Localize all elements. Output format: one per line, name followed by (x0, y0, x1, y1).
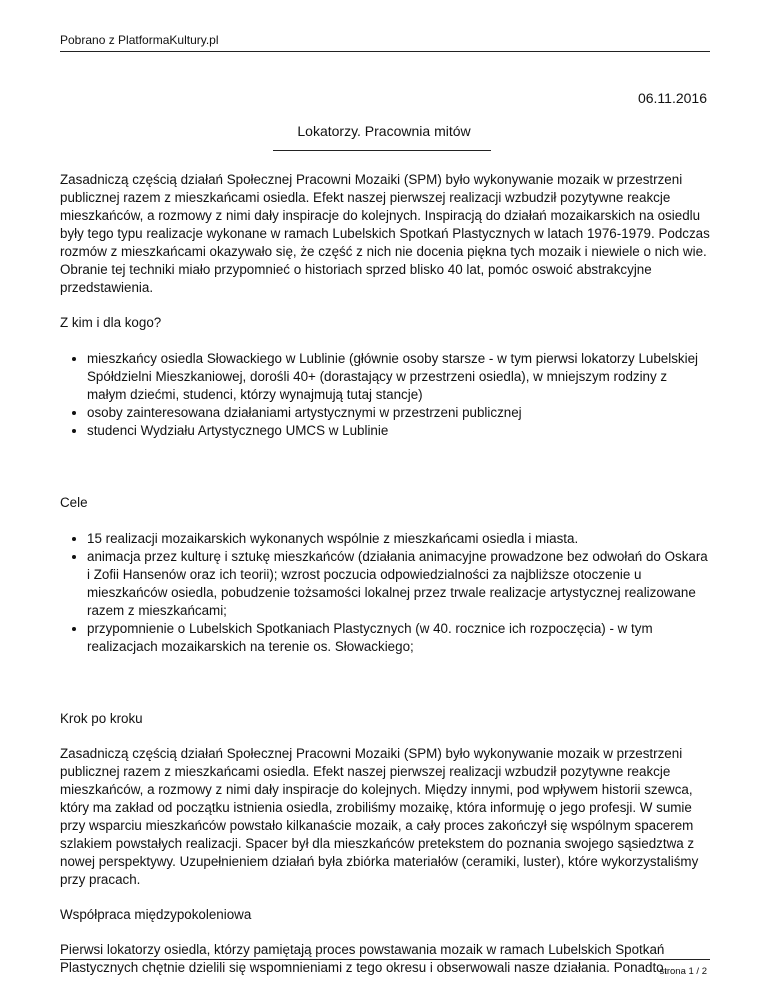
title-underline (273, 150, 491, 151)
cooperation-paragraph: Pierwsi lokatorzy osiedla, którzy pamiętają proces powstawania mozaik w ramach Lubelskich Spotkań Plastycznych chętnie dzielili się wspomnieniami z tego okresu i obserwowali nasze działania. Ponadto, (60, 942, 668, 975)
list-item: • studenci Wydziału Artystycznego UMCS w Lublinie (87, 422, 710, 440)
list-item: • przypomnienie o Lubelskich Spotkaniach Plastycznych (w 40. rocznice ich rozpoczęcia) - w tym realizacjach mozaikarskich na terenie os. Słowackiego; (87, 620, 710, 656)
section-heading-steps: Krok po kroku (60, 711, 143, 726)
steps-paragraph: Zasadniczą częścią działań Społecznej Pracowni Mozaiki (SPM) było wykonywanie mozaik w przestrzeni publicznej razem z mieszkańcami osiedla. Efekt naszej pierwszej realizacji wzbudził pozytywne reakcje mieszkańców, a rozmowy z nimi dały inspiracje do kolejnych. Między innymi, pod wpływem historii szewca, który ma zakład od początku istnienia osiedla, zrobiliśmy mozaikę, która informuję o jego profesji. W sumie przy wsparciu mieszkańców powstało kilkanaście mozaik, a cały proces zakończył się wspólnym spacerem szlakiem powstałych realizacji. Spacer był dla mieszkańców pretekstem do poznania swojego sąsiedztwa z nowej perspektywy. Uzupełnieniem działań była zbiórka materiałów (ceramiki, luster), które wykorzystaliśmy przy pracach. (60, 746, 699, 887)
article-date: 06.11.2016 (637, 90, 707, 106)
source-header: Pobrano z PlatformaKultury.pl (60, 33, 219, 47)
page-number: strona 1 / 2 (659, 966, 707, 977)
list-item: • 15 realizacji mozaikarskich wykonanych wspólnie z mieszkańcami osiedla i miasta. (87, 530, 710, 548)
section-heading-goals: Cele (60, 495, 88, 510)
article-title: Lokatorzy. Pracownia mitów (297, 123, 471, 139)
list-item: • mieszkańcy osiedla Słowackiego w Lublinie (głównie osoby starsze - w tym pierwsi lokatorzy Lubelskiej Spółdzielni Mieszkaniowej, dorośli 40+ (dorastający w przestrzeni osiedla), w mniejszym rodziny z małym dziećmi, studenci, którzy wynajmują tutaj stancje) (87, 350, 710, 404)
section-heading-who: Z kim i dla kogo? (60, 315, 162, 330)
intro-paragraph: Zasadniczą częścią działań Społecznej Pracowni Mozaiki (SPM) było wykonywanie mozaik w przestrzeni publicznej razem z mieszkańcami osiedla. Efekt naszej pierwszej realizacji wzbudził pozytywne reakcje mieszkańców, a rozmowy z nimi dały inspiracje do kolejnych. Inspiracją do działań mozaikarskich na osiedlu były tego typu realizacje wykonane w ramach Lubelskich Spotkań Plastycznych w latach 1976-1979. Podczas rozmów z mieszkańcami okazywało się, że część z nich nie docenia piękna tych mozaik i niewiele o nich wie. Obranie tej techniki miało przypomnieć o historiach sprzed blisko 40 lat, pomóc oswoić abstrakcyjne przedstawienia. (60, 172, 710, 295)
list-item: • osoby zainteresowana działaniami artystycznymi w przestrzeni publicznej (87, 404, 710, 422)
goals-list (60, 530, 710, 656)
who-list (60, 350, 710, 440)
section-heading-cooperation: Współpraca międzypokoleniowa (60, 907, 252, 922)
article-body (60, 171, 710, 977)
header-divider (60, 51, 710, 52)
footer-divider (60, 959, 710, 960)
list-item: • animacja przez kulturę i sztukę mieszkańców (działania animacyjne prowadzone bez odwołań do Oskara i Zofii Hansenów oraz ich teorii); wzrost poczucia odpowiedzialności za najbliższe otoczenie u mieszkańców osiedla, pobudzenie tożsamości lokalnej przez trwale realizacje artystycznej realizowane razem z mieszkańcami; (87, 548, 710, 620)
